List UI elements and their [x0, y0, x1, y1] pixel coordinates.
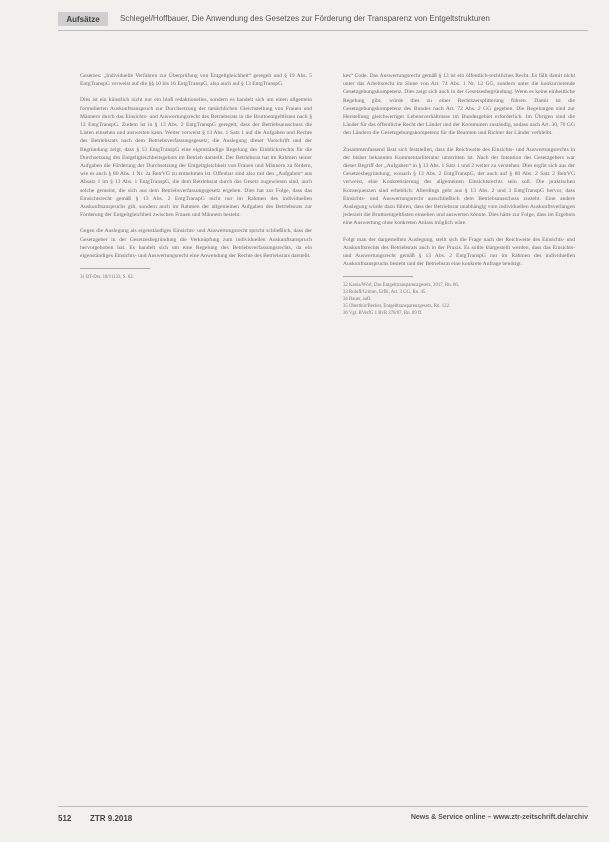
footnote: 36 Vgl. BVerfG 1 BvR 370/07, Rn. 89 ff. [343, 311, 423, 317]
archive-link[interactable]: News & Service online – www.ztr-zeitschrift.de/archiv [410, 814, 588, 821]
footnote: 31 BT-Drs. 18/11133, S. 62. [80, 275, 134, 281]
footnote: 32 Kania/Wörl, Das Entgelttransparenzgesetz, 2017, Rn. 66. [343, 283, 460, 289]
left-column [80, 72, 312, 281]
page-footer [58, 811, 588, 825]
footnote: 34 Bauer, aaO. [343, 297, 372, 303]
footnote: 33 Roloff/Grimm, ErfK, Art. 3 GG, Rn. 45. [343, 290, 427, 296]
paragraph: Gesetzes: „Individuelle Verfahren zur Überprüfung von Entgeltgleichheit“ geregelt und § 19 Abs. 5 EntgTranspG verweist auf die §§ 10 bis 16 EntgTranspG, also auch auf § 13 EntgTranspG. [80, 73, 312, 88]
footnote: 35 Oberthür/Becker, Entgelttransparenzgesetz, Rn. 122. [343, 304, 451, 310]
page-header [58, 12, 588, 28]
paragraph: Gegen die Auslegung als eigenständiges Einsichts- und Auswertungsrecht spricht schließlich, dass der Gesetzgeber in der Gesetzesbegründung die Verknüpfung zum individuellen Auskunftsanspruch hervorgehoben hat. Es handelt sich um eine Regelung des Betriebsverfassungsrechts, da ein eigenständiges Einsichts- und Auswertungsrecht eine Anwendung der Rechte des Betriebsrats darstellt. [80, 228, 312, 260]
footnote-separator [343, 276, 413, 277]
paragraph: Zusammenfassend lässt sich feststellen, dass die Reichweite des Einsichts- und Auswertungsrechts in der bisher bekannten Kommentarliteratur umstritten ist. Nach der Intention des Gesetzgebers war dieser Begriff der „Aufgaben“ in § 13 Abs. 1 Satz 1 und 2 weiter zu verstehen. Dies ergibt sich aus der Gesetzesbegründung, wonach § 13 Abs. 2 EntgTranspG, der auch auf § 80 Abs. 2 Satz 2 BetrVG verweist, eine Konkretisierung des allgemeinen Einsichtsrechts sein soll. Die praktischen Konsequenzen sind erheblich: Allerdings geht aus § 13 Abs. 2 und 3 EntgTranspG hervor, dass Einsichts- und Auswertungsrecht ausschließlich dem Betriebsausschuss zusteht. Eine andere Auslegung würde dazu führen, dass der Betriebsrat unabhängig vom individuellen Auskunftsverlangen jederzeit die Bruttoentgeltlisten einsehen und auswerten könnte. Dies hätte zur Folge, dass im Ergebnis eine Auswertung ohne konkreten Anlass möglich wäre. [343, 146, 575, 227]
paragraph: Folgt man der dargestellten Auslegung, stellt sich die Frage nach der Reichweite des Einsichts- und Auskunftsrechts des Betriebsrats auch in der Praxis. Es sollte klargestellt werden, dass das Einsichts- und Auswertungsrecht gemäß § 13 Abs. 2 EntgTranspG nur im Rahmen des individuellen Auskunftsanspruchs besteht und der Betriebsrat eine konkrete Anfrage benötigt. [343, 236, 575, 268]
running-title: Schlegel/Hoffbauer, Die Anwendung des Gesetzes zur Förderung der Transparenz von Entgeltstrukturen [120, 14, 490, 23]
paragraph: kes“ Code. Das Auswertungsrecht gemäß § 13 ist ein öffentlich-rechtliches Recht. Es fällt damit nicht unter das Arbeitsrecht im Sinne von Art. 74 Abs. 1 Nr. 12 GG, sondern unter die konkurrierende Gesetzgebungskompetenz. Dies zeigt sich auch in der Gesetzesbegründung. Wenn es keine einheitliche Regelung gibt, würde dies zu einer Rechtszersplitterung führen. Damit ist die Gesetzgebungskompetenz des Bundes nach Art. 72 Abs. 2 GG gegeben. Die Regelungen sind zur Herstellung gleichwertiger Lebensverhältnisse im Bundesgebiet erforderlich. Im Übrigen sind die Länder für das öffentliche Recht der Länder und der Kommunen zuständig, sodass nach Art. 30, 70 GG den Ländern die Gesetzgebungskompetenz für die Beamten und Richter der Länder verbleibt. [343, 73, 575, 137]
right-column [343, 72, 575, 317]
header-divider [58, 30, 588, 31]
page-number: 512 [58, 814, 72, 823]
journal-issue: ZTR 9.2018 [90, 814, 133, 823]
footnote-separator [80, 268, 150, 269]
section-badge: Aufsätze [58, 12, 108, 26]
paragraph: Dies ist ein künstlich nicht nur ein bloß redaktionelles, sondern es handelt sich um einen allgemein formulierten Auskunftsanspruch zur Durchsetzung der tatsächlichen Gleichstellung von Frauen und Männern durch das Einsichts- und Auswertungsrecht des Betriebsrats in die Bruttoentgeltlisten nach § 13 EntgTranspG. Zudem ist in § 13 Abs. 2 EntgTranspG geregelt, dass der Betriebsausschuss die Listen einsehen und auswerten kann. Weiter verweist § 13 Abs. 1 Satz 1 auf die Aufgaben und Rechte des Betriebsrats nach dem Betriebsverfassungsgesetz; die Auslegung dieser Vorschrift und der Begründung zeigt, dass § 13 EntgTranspG eine eigenständige Regelung des Einblicksrechts für die Durchsetzung des Entgeltgleichheitsgebots im Betrieb darstellt. Der Betriebsrat hat im Rahmen seiner Aufgaben die Förderung der Durchsetzung der Entgeltgleichheit von Frauen und Männern zu fördern, wie es auch § 80 Abs. 1 Nr. 2a BetrVG zu entnehmen ist. Offenbar sind also mit den „Aufgaben“ aus Absatz 1 im § 13 Abs. 1 EntgTranspG, die dem Betriebsrat durch das Gesetz zugewiesen sind, auch solche gemeint, die sich aus dem Betriebsverfassungsgesetz ergeben. Dies hat zur Folge, dass das Einsichtsrecht gemäß § 13 Abs. 2 EntgTranspG nicht nur im Rahmen des individuellen Auskunftsanspruchs gilt, sondern auch im Rahmen der allgemeinen Aufgaben des Betriebsrats zur Förderung der Entgeltgleichheit zwischen Frauen und Männern besteht. [80, 97, 312, 219]
footer-divider [58, 806, 588, 807]
